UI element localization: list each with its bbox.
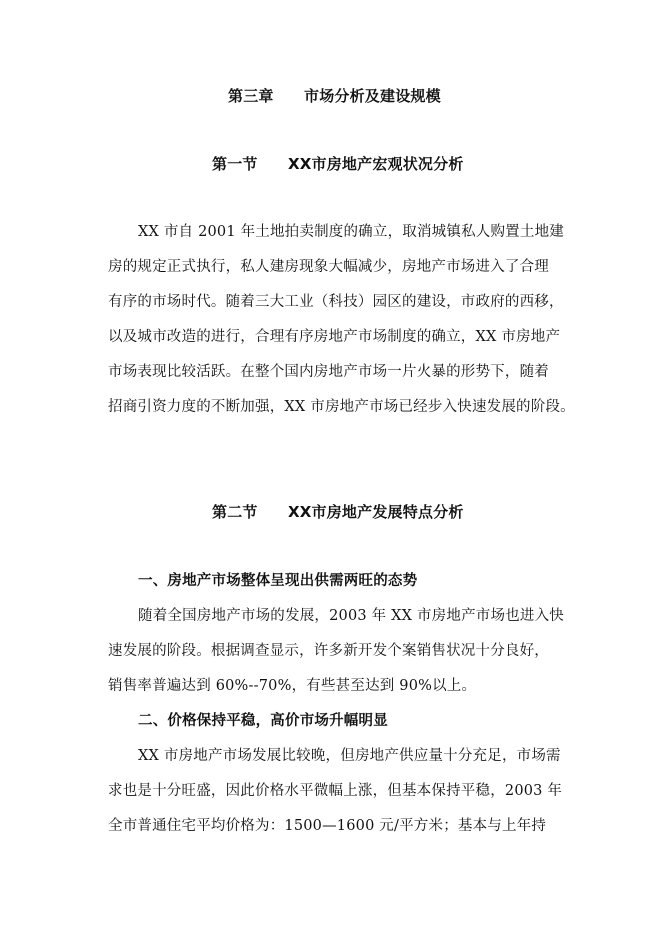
paragraph-line: 有序的市场时代。随着三大工业（科技）园区的建设，市政府的西移， [108,294,564,310]
chapter-title: 第三章 市场分析及建设规模 [228,87,441,105]
paragraph-line: 速发展的阶段。根据调查显示，许多新开发个案销售状况十分良好， [108,643,549,659]
section-1-title: 第一节 XX市房地产宏观状况分析 [212,155,464,173]
paragraph-line: 全市普通住宅平均价格为：1500—1600 元/平方米；基本与上年持 [108,818,547,834]
section-2-title: 第二节 XX市房地产发展特点分析 [212,503,464,521]
paragraph-line: 以及城市改造的进行，合理有序房地产市场制度的确立，XX 市房地产 [108,329,561,345]
paragraph-line: 随着全国房地产市场的发展，2003 年 XX 市房地产市场也进入快 [138,608,564,624]
paragraph-line: XX 市自 2001 年土地拍卖制度的确立，取消城镇私人购置土地建 [138,224,564,240]
subsection-2-heading: 二、价格保持平稳，高价市场升幅明显 [138,713,388,729]
paragraph-line: 求也是十分旺盛，因此价格水平微幅上涨，但基本保持平稳，2003 年 [108,783,563,799]
paragraph-line: 招商引资力度的不断加强，XX 市房地产市场已经步入快速发展的阶段。 [108,399,575,415]
paragraph-line: 房的规定正式执行，私人建房现象大幅减少，房地产市场进入了合理 [108,259,549,275]
paragraph-line: 销售率普遍达到 60%--70%，有些甚至达到 90%以上。 [108,678,477,694]
paragraph-line: 市场表现比较活跃。在整个国内房地产市场一片火暴的形势下，随着 [108,364,549,380]
paragraph-line: XX 市房地产市场发展比较晚，但房地产供应量十分充足，市场需 [138,748,561,764]
subsection-1-heading: 一、房地产市场整体呈现出供需两旺的态势 [138,573,418,589]
